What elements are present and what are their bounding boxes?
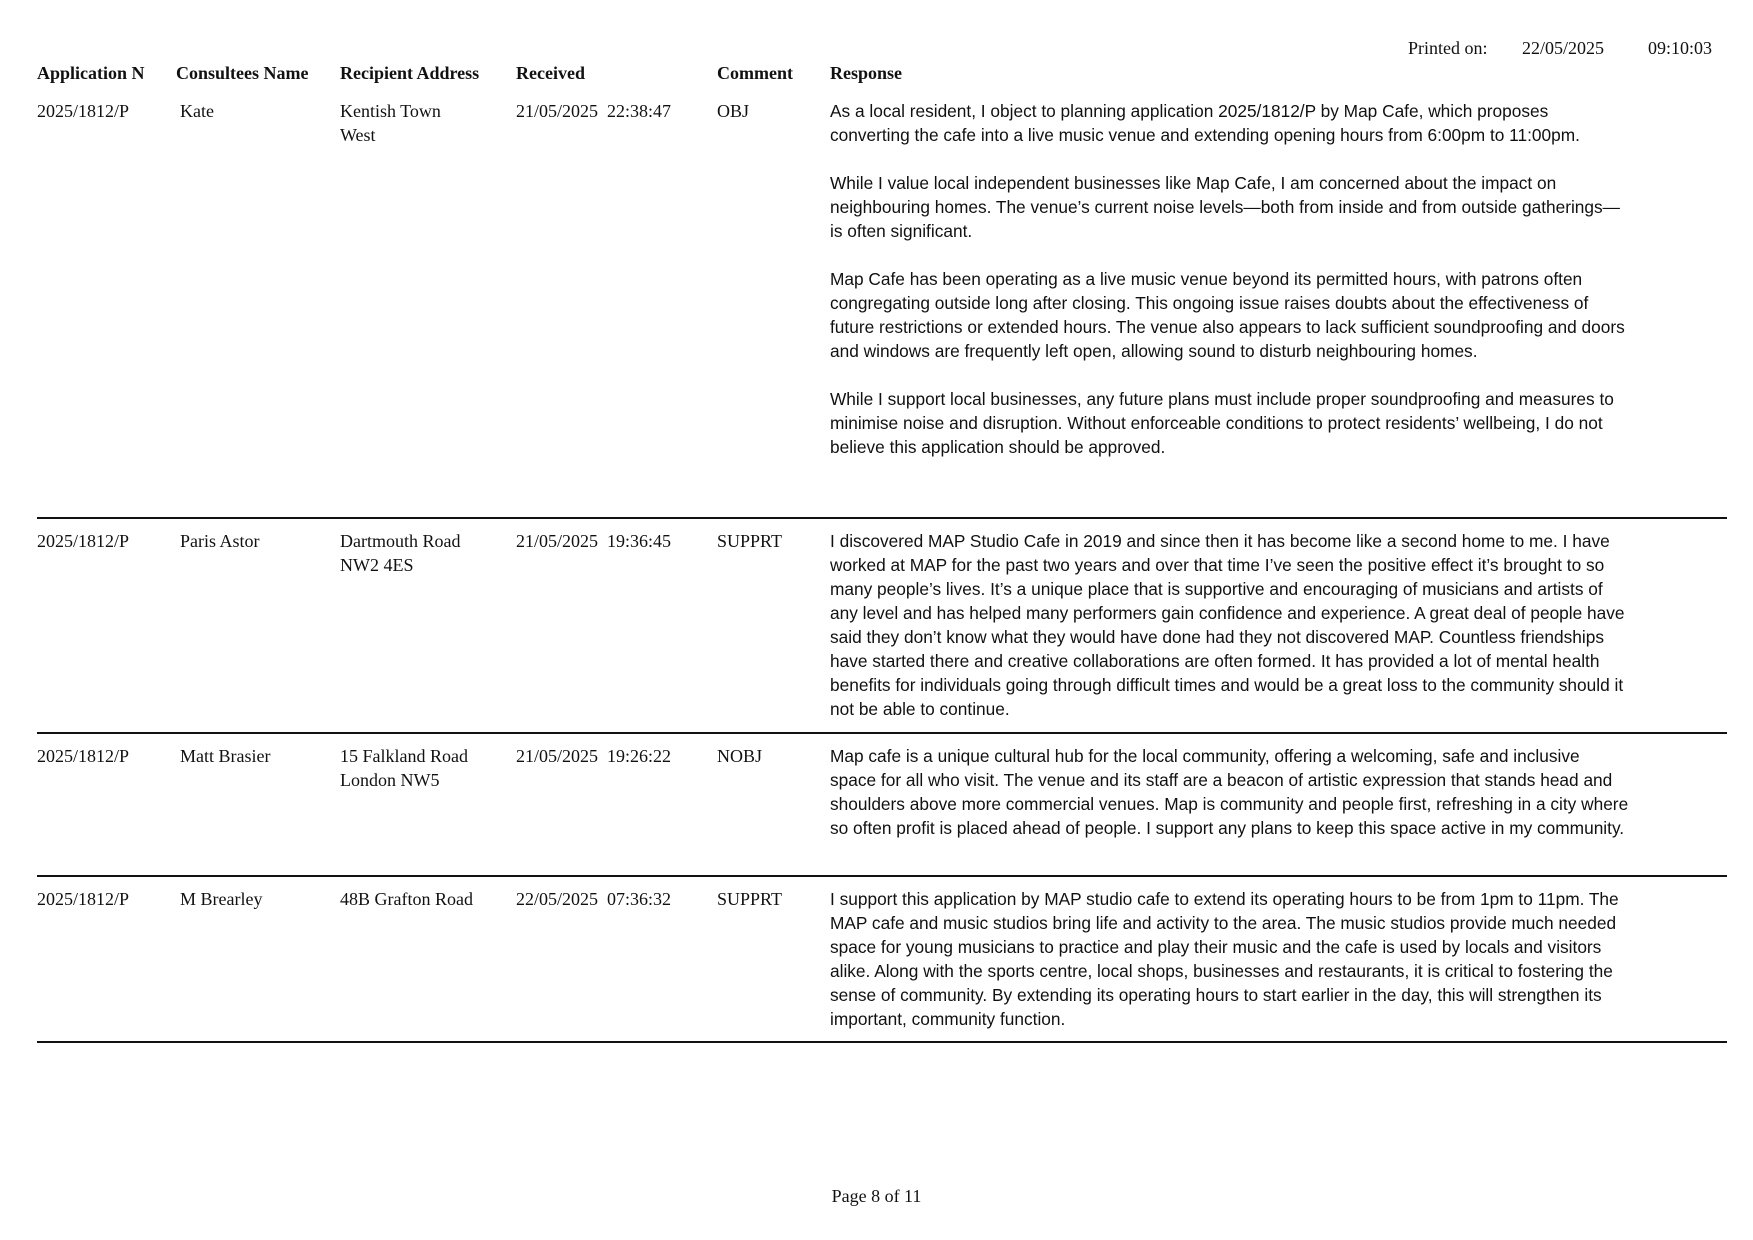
header-application: Application N <box>37 63 145 83</box>
printed-on-label: Printed on: <box>1408 38 1488 58</box>
consultee-name: Paris Astor <box>180 531 260 551</box>
header-response: Response <box>830 63 903 83</box>
comment-code: NOBJ <box>717 746 763 766</box>
consultee-name: M Brearley <box>180 889 263 909</box>
printed-date: 22/05/2025 <box>1522 38 1605 58</box>
response-text <box>830 887 1630 1031</box>
consultee-name: Matt Brasier <box>180 746 271 766</box>
application-number: 2025/1812/P <box>37 531 130 551</box>
recipient-address: Kentish Town West <box>340 101 441 145</box>
response-text <box>830 529 1630 721</box>
application-number: 2025/1812/P <box>37 101 130 121</box>
row-divider <box>37 1041 1727 1043</box>
response-paragraph: As a local resident, I object to planning application 2025/1812/P by Map Cafe, which proposes converting the cafe into a live music venue and extending opening hours from 6:00pm to 11:00pm. <box>830 101 1580 145</box>
printed-time: 09:10:03 <box>1648 38 1713 58</box>
response-paragraph: I support this application by MAP studio cafe to extend its operating hours to be from 1pm to 11pm. The MAP cafe and music studios bring life and activity to the area. The music studios provide much needed space for young musicians to practice and play their music and the cafe is used by locals and visitors alike. Along with the sports centre, local shops, businesses and restaurants, it is critical to fostering the sense of community. By extending its operating hours to start earlier in the day, this will strengthen its important, community function. <box>830 889 1619 1029</box>
header-recipient-address: Recipient Address <box>340 63 480 83</box>
page-number: Page 8 of 11 <box>831 1186 922 1206</box>
response-paragraph: While I support local businesses, any future plans must include proper soundproofing and measures to minimise noise and disruption. Without enforceable conditions to protect residents’ wellbeing, I do not believe this application should be approved. <box>830 389 1614 457</box>
response-paragraph: Map cafe is a unique cultural hub for the local community, offering a welcoming, safe and inclusive space for all who visit. The venue and its staff are a beacon of artistic expression that stands head and shoulders above more commercial venues. Map is community and people first, refreshing in a city where so often profit is placed ahead of people. I support any plans to keep this space active in my community. <box>830 746 1629 838</box>
response-paragraph: I discovered MAP Studio Cafe in 2019 and since then it has become like a second home to me. I have worked at MAP for the past two years and over that time I’ve seen the positive effect it’s brought to so many people’s lives. It’s a unique place that is supportive and encouraging of musicians and artists of any level and has helped many performers gain confidence and experience. A great deal of people have said they don’t know what they would have done had they not discovered MAP. Countless friendships have started there and creative collaborations are often formed. It has provided a lot of mental health benefits for individuals going through difficult times and would be a great loss to the community should it not be able to continue. <box>830 531 1625 719</box>
response-text <box>830 744 1630 840</box>
received-datetime: 21/05/2025 19:36:45 <box>516 531 672 551</box>
comment-code: SUPPRT <box>717 531 782 551</box>
application-number: 2025/1812/P <box>37 889 130 909</box>
received-datetime: 21/05/2025 22:38:47 <box>516 101 672 121</box>
consultee-name: Kate <box>180 101 214 121</box>
recipient-address: 48B Grafton Road <box>340 889 473 909</box>
application-number: 2025/1812/P <box>37 746 130 766</box>
header-consultee-name: Consultees Name <box>176 63 309 83</box>
row-divider <box>37 732 1727 734</box>
header-received: Received <box>516 63 585 83</box>
comment-code: SUPPRT <box>717 889 782 909</box>
header-comment: Comment <box>717 63 793 83</box>
recipient-address: Dartmouth Road NW2 4ES <box>340 531 461 575</box>
received-datetime: 21/05/2025 19:26:22 <box>516 746 672 766</box>
table-header <box>0 63 1753 87</box>
response-text <box>830 99 1630 459</box>
response-paragraph: Map Cafe has been operating as a live music venue beyond its permitted hours, with patrons often congregating outside long after closing. This ongoing issue raises doubts about the effectiveness of future restrictions or extended hours. The venue also appears to lack sufficient soundproofing and doors and windows are frequently left open, allowing sound to disturb neighbouring homes. <box>830 269 1625 361</box>
received-datetime: 22/05/2025 07:36:32 <box>516 889 672 909</box>
recipient-address: 15 Falkland Road London NW5 <box>340 746 468 790</box>
row-divider <box>37 875 1727 877</box>
row-divider <box>37 517 1727 519</box>
response-paragraph: While I value local independent businesses like Map Cafe, I am concerned about the impact on neighbouring homes. The venue’s current noise levels—both from inside and from outside gatherings—is often significant. <box>830 173 1620 241</box>
comment-code: OBJ <box>717 101 750 121</box>
